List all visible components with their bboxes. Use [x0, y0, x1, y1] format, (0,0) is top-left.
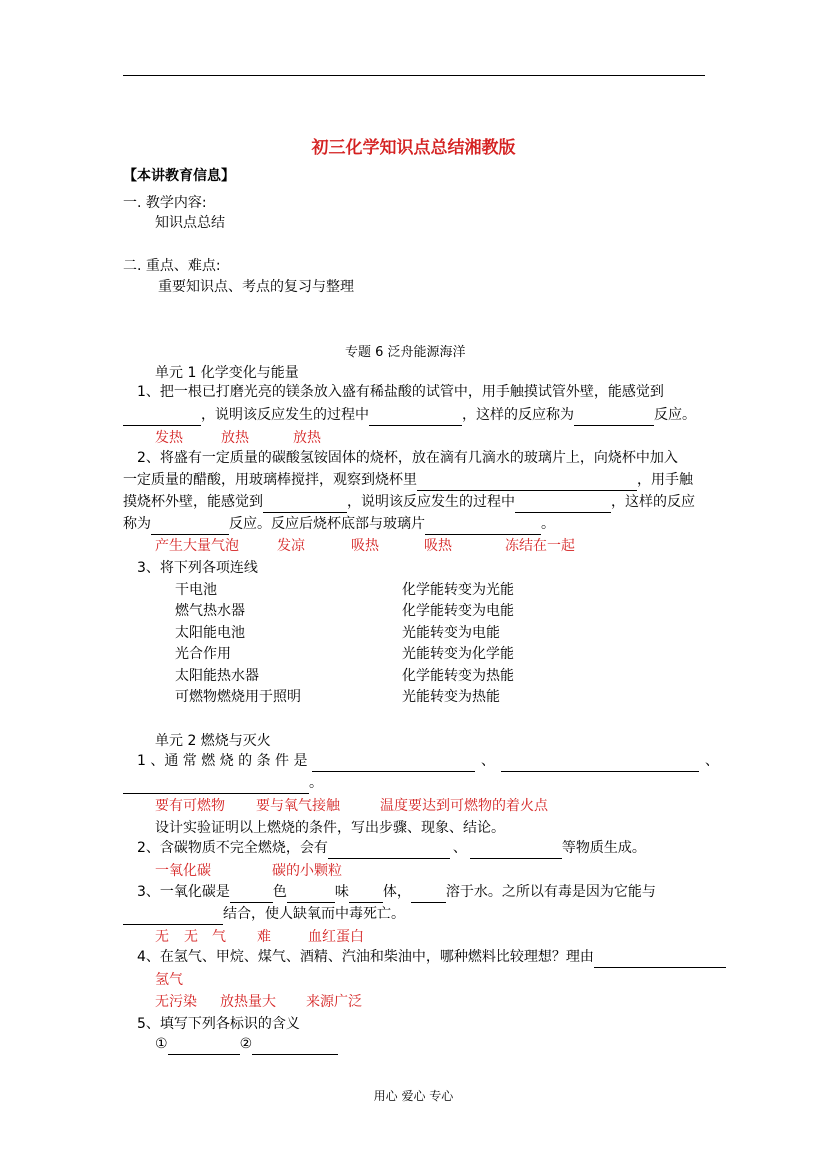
- section1-content: 知识点总结: [155, 215, 225, 231]
- q2-line1: 2、将盛有一定质量的碳酸氢铵固体的烧杯，放在滴有几滴水的玻璃片上，向烧杯中加入: [137, 450, 678, 466]
- u2q2-blank2[interactable]: [470, 844, 562, 859]
- header-rule: [123, 75, 705, 76]
- u2q3-line1: 3、一氧化碳是 色 味 体， 溶于水。之所以有毒是因为它能与: [137, 882, 656, 903]
- u2q3-blank5[interactable]: [123, 910, 223, 925]
- section1-label: 一. 教学内容:: [123, 195, 207, 211]
- u2q4-reason1: 无污染: [155, 994, 197, 1010]
- q1-blank1[interactable]: [123, 411, 201, 426]
- u2q1-answer3: 温度要达到可燃物的着火点: [380, 798, 548, 814]
- q3-left-item: 光合作用: [175, 646, 231, 662]
- q3-right-item: 光能转变为热能: [402, 689, 500, 705]
- section2-content: 重要知识点、考点的复习与整理: [158, 279, 354, 295]
- q3-left-item: 燃气热水器: [175, 603, 245, 619]
- u2q3-answer3: 气: [212, 929, 226, 945]
- u2q1-answer2: 要与氧气接触: [256, 798, 340, 814]
- u2q3-answer2: 无: [184, 929, 198, 945]
- u2q4-line: 4、在氢气、甲烷、煤气、酒精、汽油和柴油中，哪种燃料比较理想？理由: [137, 947, 726, 968]
- unit1-heading: 单元 1 化学变化与能量: [155, 365, 299, 381]
- q3-right-item: 化学能转变为光能: [402, 582, 514, 598]
- u2q4-blank1[interactable]: [594, 953, 726, 968]
- q3-right-item: 光能转变为电能: [402, 625, 500, 641]
- u2q3-answer1: 无: [155, 929, 169, 945]
- q3-left-item: 可燃物燃烧用于照明: [175, 689, 301, 705]
- q2-answer1: 产生大量气泡: [155, 538, 239, 554]
- u2q5-line: ① ②: [155, 1034, 338, 1055]
- u2q4-reason3: 来源广泛: [306, 994, 362, 1010]
- q1-blank3[interactable]: [574, 411, 654, 426]
- q3-left-item: 干电池: [175, 582, 217, 598]
- q2-line4: 称为 反应。反应后烧杯底部与玻璃片 。: [123, 514, 555, 535]
- q2-blank1[interactable]: [417, 476, 637, 491]
- u2q4-answer1: 氢气: [155, 972, 183, 988]
- u2q5-label: 5、填写下列各标识的含义: [137, 1016, 300, 1032]
- q2-answer5: 冻结在一起: [505, 538, 575, 554]
- q3-left-item: 太阳能热水器: [175, 668, 259, 684]
- q3-right-item: 化学能转变为电能: [402, 603, 514, 619]
- u2q1-blank1[interactable]: [312, 757, 475, 772]
- u2q3-line2: 结合，使人缺氧而中毒死亡。: [123, 904, 405, 925]
- u2q5-blank1[interactable]: [168, 1040, 240, 1055]
- q2-blank3[interactable]: [515, 498, 611, 513]
- u2q1-line2: 。: [123, 773, 323, 794]
- q2-blank2[interactable]: [263, 498, 347, 513]
- q2-blank5[interactable]: [425, 520, 541, 535]
- topic-heading: 专题 6 泛舟能源海洋: [345, 345, 466, 360]
- u2q2-line: 2、含碳物质不完全燃烧，会有 、 等物质生成。: [137, 838, 646, 859]
- q2-line2: 一定质量的醋酸，用玻璃棒搅拌，观察到烧杯里 ，用手触: [123, 470, 693, 491]
- q3-right-item: 化学能转变为热能: [402, 668, 514, 684]
- u2q2-answer1: 一氧化碳: [155, 863, 211, 879]
- q1-answer2: 放热: [221, 430, 249, 446]
- q1-answer1: 发热: [155, 430, 183, 446]
- u2q1-line1: 1 、通 常 燃 烧 的 条 件 是 、 、: [137, 751, 719, 772]
- u2q3-blank3[interactable]: [349, 888, 383, 903]
- section2-label: 二. 重点、难点:: [123, 258, 221, 274]
- u2q5-blank2[interactable]: [252, 1040, 338, 1055]
- u2q1-design: 设计实验证明以上燃烧的条件，写出步骤、现象、结论。: [155, 820, 505, 836]
- q1-line2: ，说明该反应发生的过程中 ，这样的反应称为 反应。: [123, 405, 696, 426]
- q1-blank2[interactable]: [369, 411, 462, 426]
- q1-answer3: 放热: [293, 430, 321, 446]
- header-info: 【本讲教育信息】: [123, 168, 235, 184]
- q2-line3: 摸烧杯外壁，能感觉到 ，说明该反应发生的过程中 ，这样的反应: [123, 492, 695, 513]
- q3-label: 3、将下列各项连线: [137, 560, 258, 576]
- u2q2-blank1[interactable]: [328, 844, 450, 859]
- u2q3-blank2[interactable]: [287, 888, 335, 903]
- q2-answer4: 吸热: [424, 538, 452, 554]
- page-footer: 用心 爱心 专心: [373, 1089, 454, 1103]
- u2q1-answer1: 要有可燃物: [155, 798, 225, 814]
- u2q2-answer2: 碳的小颗粒: [272, 863, 342, 879]
- u2q1-blank2[interactable]: [501, 757, 699, 772]
- q2-blank4[interactable]: [151, 520, 229, 535]
- u2q3-answer5: 血红蛋白: [308, 929, 364, 945]
- u2q3-blank1[interactable]: [230, 888, 273, 903]
- page-title: 初三化学知识点总结湘教版: [311, 138, 516, 158]
- u2q4-reason2: 放热量大: [220, 994, 276, 1010]
- u2q3-answer4: 难: [257, 929, 271, 945]
- q2-answer2: 发凉: [277, 538, 305, 554]
- q3-left-item: 太阳能电池: [175, 625, 245, 641]
- unit2-heading: 单元 2 燃烧与灭火: [155, 733, 271, 749]
- u2q3-blank4[interactable]: [411, 888, 446, 903]
- q2-answer3: 吸热: [351, 538, 379, 554]
- q3-right-item: 光能转变为化学能: [402, 646, 514, 662]
- q1-line1: 1、把一根已打磨光亮的镁条放入盛有稀盐酸的试管中，用手触摸试管外壁，能感觉到: [137, 384, 664, 400]
- u2q1-blank3[interactable]: [123, 779, 309, 794]
